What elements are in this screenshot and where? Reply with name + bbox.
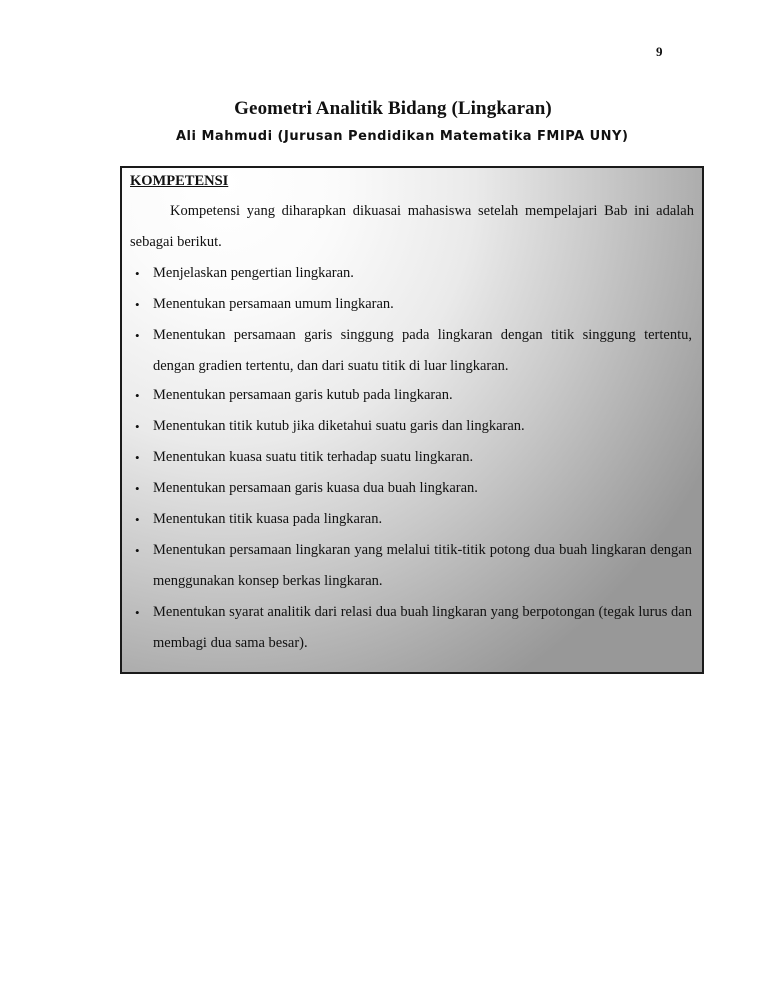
competency-item — [135, 597, 692, 659]
page-number: 9 — [656, 44, 663, 59]
bullet-icon: • — [135, 297, 140, 312]
author-affiliation: Ali Mahmudi (Jurusan Pendidikan Matematika FMIPA UNY) — [176, 129, 629, 144]
competency-intro: Kompetensi yang diharapkan dikuasai mahasiswa setelah mempelajari Bab ini adalah sebagai berikut. — [130, 203, 694, 250]
competency-item — [135, 289, 692, 320]
bullet-icon: • — [135, 266, 140, 281]
bullet-icon: • — [135, 512, 140, 527]
competency-heading: KOMPETENSI — [130, 173, 229, 189]
competency-item-text: Menentukan persamaan garis kutub pada lingkaran. — [153, 387, 453, 403]
bullet-icon: • — [135, 543, 140, 558]
competency-item — [135, 504, 692, 535]
bullet-icon: • — [135, 450, 140, 465]
bullet-icon: • — [135, 388, 140, 403]
competency-item-text: Menentukan kuasa suatu titik terhadap suatu lingkaran. — [153, 449, 474, 465]
competency-item — [135, 380, 692, 411]
bullet-icon: • — [135, 328, 140, 343]
competency-item-text: Menentukan persamaan garis kuasa dua buah lingkaran. — [153, 480, 478, 496]
competency-item-text: Menentukan titik kutub jika diketahui suatu garis dan lingkaran. — [153, 418, 525, 434]
competency-item — [135, 258, 692, 289]
competency-item-text: Menentukan titik kuasa pada lingkaran. — [153, 511, 383, 527]
bullet-icon: • — [135, 605, 140, 620]
bullet-icon: • — [135, 481, 140, 496]
competency-item — [135, 473, 692, 504]
document-title: Geometri Analitik Bidang (Lingkaran) — [234, 98, 552, 119]
competency-item — [135, 442, 692, 473]
competency-item — [135, 535, 692, 597]
competency-item-text: Menentukan syarat analitik dari relasi dua buah lingkaran yang berpotongan (tegak lurus dan membagi dua sama besar). — [153, 604, 692, 651]
competency-item — [135, 320, 692, 382]
bullet-icon: • — [135, 419, 140, 434]
competency-item-text: Menentukan persamaan umum lingkaran. — [153, 296, 394, 312]
competency-item-text: Menentukan persamaan lingkaran yang melalui titik-titik potong dua buah lingkaran dengan menggunakan konsep berkas lingkaran. — [153, 542, 692, 589]
competency-item — [135, 411, 692, 442]
competency-item-text: Menjelaskan pengertian lingkaran. — [153, 265, 354, 281]
competency-box — [120, 166, 704, 674]
competency-item-text: Menentukan persamaan garis singgung pada lingkaran dengan titik singgung tertentu, dengan gradien tertentu, dan dari suatu titik di luar lingkaran. — [153, 327, 692, 374]
